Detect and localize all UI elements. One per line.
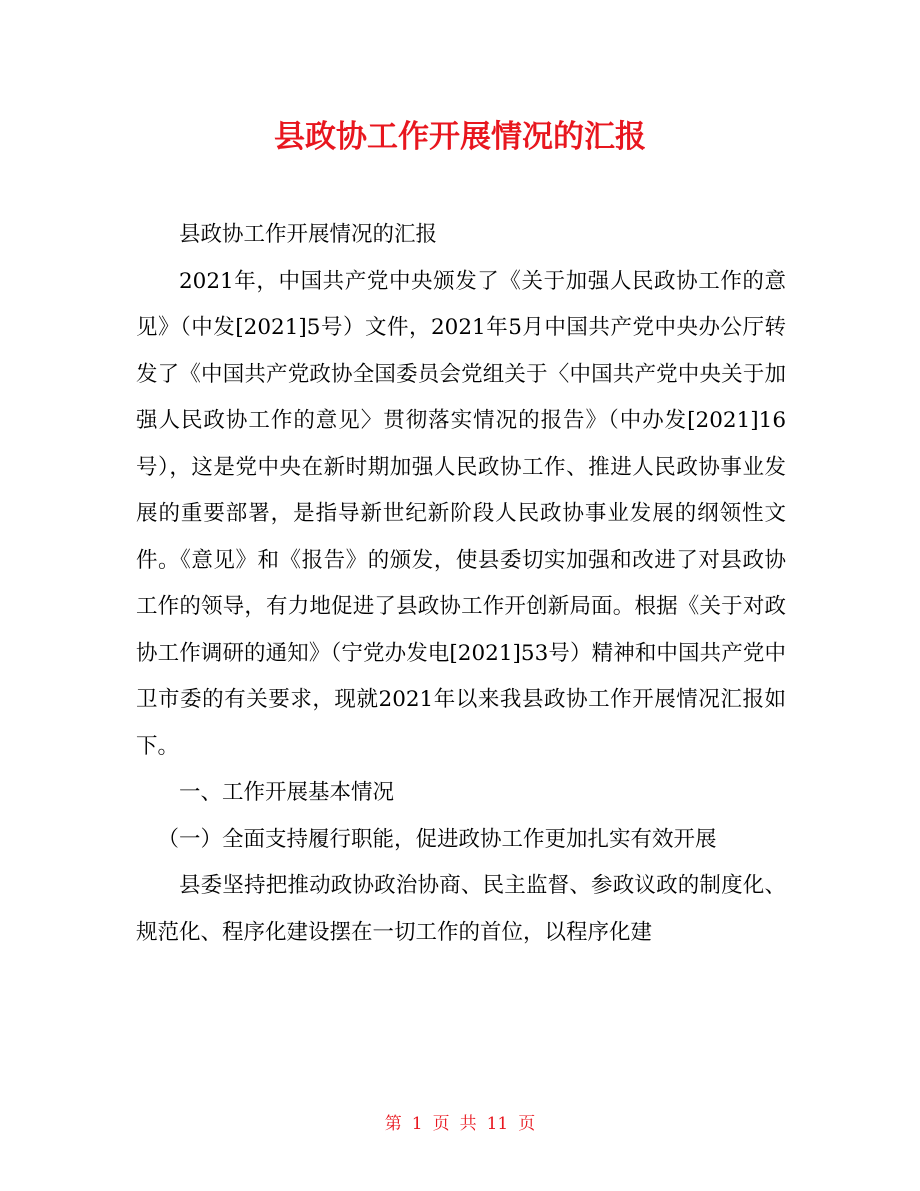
footer-total-pages: 11 <box>486 1114 509 1134</box>
paragraph-body: 县委坚持把推动政协政治协商、民主监督、参政议政的制度化、规范化、程序化建设摆在一切工作的首位，以程序化建 <box>136 873 786 945</box>
document-body <box>136 212 786 956</box>
document-title: 县政协工作开展情况的汇报 <box>274 119 646 155</box>
page-footer <box>0 1112 920 1136</box>
footer-prefix: 第 <box>384 1114 402 1134</box>
section-heading: 一、工作开展基本情况 <box>179 780 395 805</box>
footer-current-page: 1 <box>411 1114 423 1134</box>
footer-suffix: 页 <box>518 1114 536 1134</box>
paragraph-heading: 县政协工作开展情况的汇报 <box>179 222 438 247</box>
paragraph-intro: 2021年，中国共产党中央颁发了《关于加强人民政协工作的意见》（中发[2021]5号）文件，2021年5月中国共产党中央办公厅转发了《中国共产党政协全国委员会党组关于〈中国共产党中央关于加强人民政协工作的意见〉贯彻落实情况的报告》（中办发[2021]16号），这是党中央在新时期加强人民政协工作、推进人民政协事业发展的重要部署，是指导新世纪新阶段人民政协事业发展的纲领性文件。《意见》和《报告》的颁发，使县委切实加强和改进了对县政协工作的领导，有力地促进了县政协工作开创新局面。根据《关于对政协工作调研的通知》（宁党办发电[2021]53号）精神和中国共产党中卫市委的有关要求，现就2021年以来我县政协工作开展情况汇报如下。 <box>136 268 786 759</box>
subsection-heading: （一）全面支持履行职能，促进政协工作更加扎实有效开展 <box>157 826 717 852</box>
footer-page-word: 页 <box>432 1114 450 1134</box>
footer-total-word: 共 <box>459 1114 477 1134</box>
